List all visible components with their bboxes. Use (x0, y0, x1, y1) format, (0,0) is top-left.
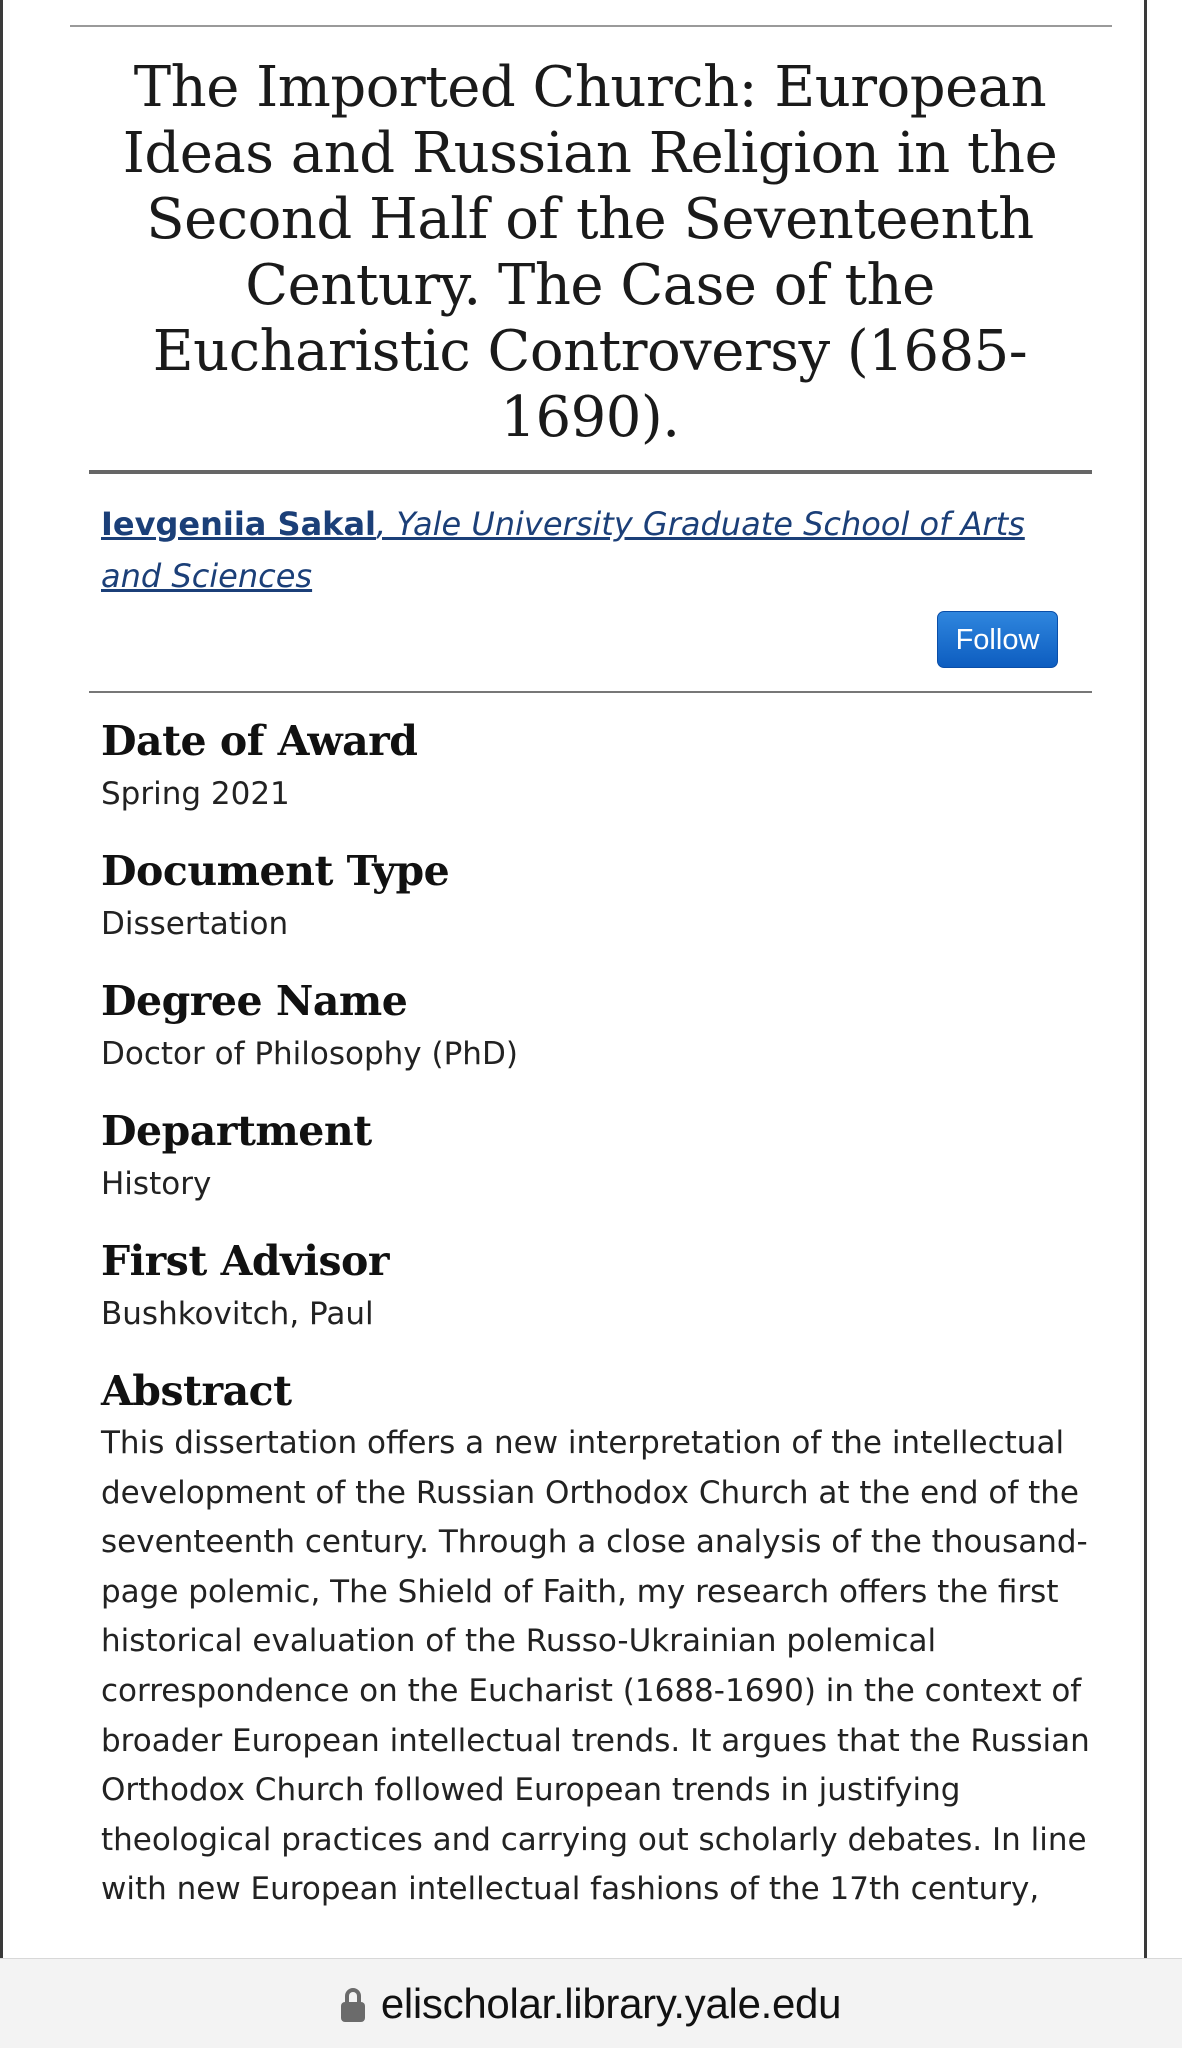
first-advisor-label: First Advisor (101, 1237, 389, 1285)
department-label: Department (101, 1107, 372, 1155)
title-divider (89, 470, 1092, 474)
abstract-section (101, 1363, 1091, 1915)
page-title: The Imported Church: European Ideas and Russian Religion in the Second Half of the Seventeenth Century. The Case of the Eucharistic Controversy (1685-1690). (122, 55, 1058, 450)
browser-address-bar[interactable] (0, 1958, 1182, 2048)
department-value: History (101, 1166, 212, 1202)
url-text[interactable]: elischolar.library.yale.edu (380, 1979, 842, 2027)
degree-name-label: Degree Name (101, 977, 408, 1025)
first-advisor-section (101, 1233, 1091, 1339)
document-type-value: Dissertation (101, 906, 289, 942)
page-frame-left-border (0, 0, 3, 1958)
top-divider (70, 25, 1112, 27)
document-type-section (101, 843, 1091, 949)
metadata-list (101, 713, 1091, 1939)
author-affiliation-link[interactable]: , Yale University Graduate School of Arts and Sciences (101, 505, 1025, 595)
first-advisor-value: Bushkovitch, Paul (101, 1296, 374, 1332)
abstract-text: This dissertation offers a new interpretation of the intellectual development of the Russian Orthodox Church at the end of the seventeenth century. Through a close analysis of the thousand-page polemic, The Shield of Faith, my research offers the first historical evaluation of the Russo-Ukrainian polemical correspondence on the Eucharist (1688-1690) in the context of broader European intellectual trends. It argues that the Russian Orthodox Church followed European trends in justifying theological practices and carrying out scholarly debates. In line with new European intellectual fashions of the 17th century, (101, 1425, 1090, 1908)
date-of-award-label: Date of Award (101, 717, 418, 765)
author-block (101, 498, 1091, 602)
metadata-divider (89, 691, 1092, 693)
department-section (101, 1103, 1091, 1209)
follow-button[interactable]: Follow (937, 611, 1058, 668)
author-name-link[interactable]: Ievgeniia Sakal (101, 505, 377, 543)
date-of-award-value: Spring 2021 (101, 776, 290, 812)
abstract-label: Abstract (101, 1367, 292, 1415)
degree-name-value: Doctor of Philosophy (PhD) (101, 1036, 518, 1072)
date-of-award-section (101, 713, 1091, 819)
degree-name-section (101, 973, 1091, 1079)
lock-body (341, 2002, 365, 2022)
lock-icon (341, 1988, 365, 2022)
document-type-label: Document Type (101, 847, 450, 895)
page-frame-right-border (1144, 0, 1147, 1958)
